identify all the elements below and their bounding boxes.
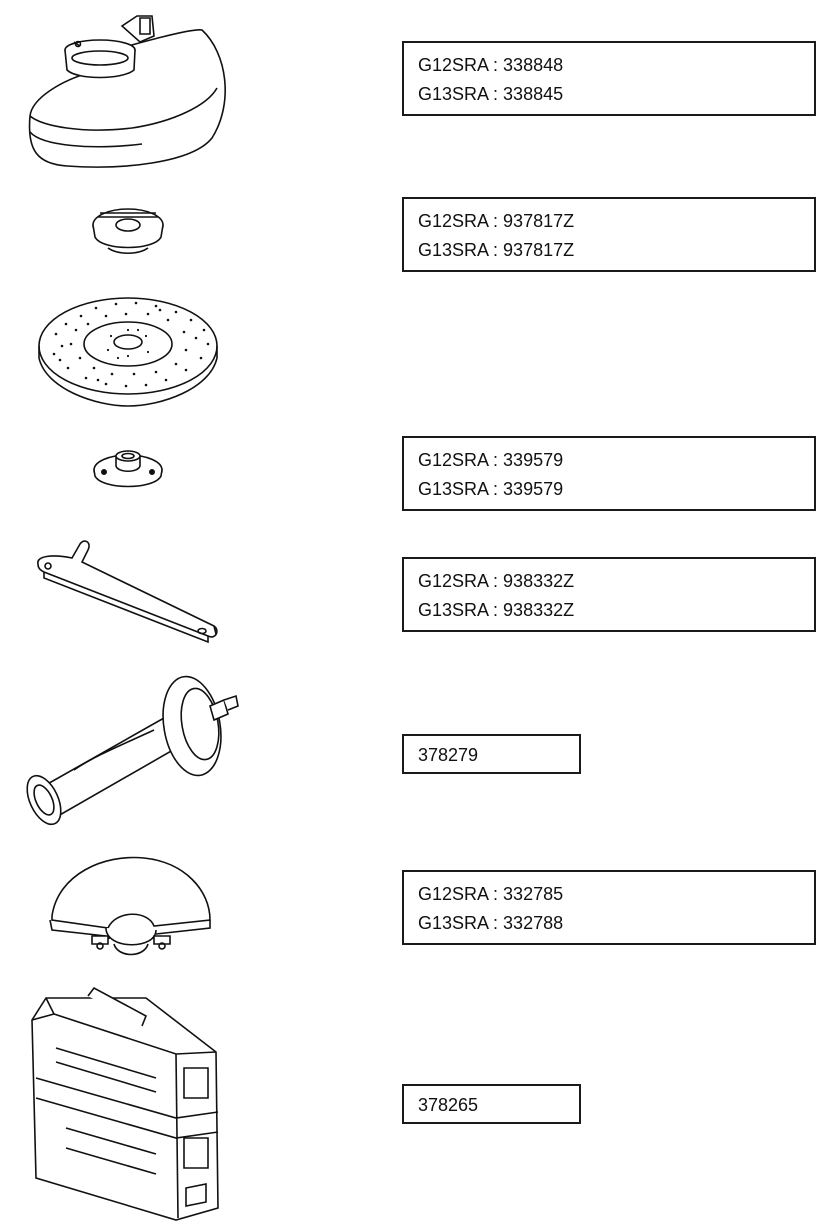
part-number: 378279 — [418, 745, 479, 765]
part-number-g12sra: G12SRA : 338848 — [418, 55, 564, 75]
part-number-box-wheel-guard — [402, 41, 816, 116]
cutting-guard-icon — [44, 854, 216, 968]
wheel-guard-icon — [22, 8, 232, 173]
part-number-g13sra: G13SRA : 937817Z — [418, 240, 575, 260]
part-number-g12sra: G12SRA : 332785 — [418, 884, 564, 904]
lock-nut-icon — [90, 446, 166, 496]
part-number-g12sra: G12SRA : 937817Z — [418, 211, 575, 231]
part-number: 378265 — [418, 1095, 479, 1115]
grinding-wheel-icon — [36, 294, 220, 410]
part-number-g13sra: G13SRA : 338845 — [418, 84, 564, 104]
part-number-g12sra: G12SRA : 938332Z — [418, 571, 575, 591]
part-number-box-side-handle — [402, 734, 581, 774]
part-number-g13sra: G13SRA : 339579 — [418, 479, 564, 499]
part-number-g12sra: G12SRA : 339579 — [418, 450, 564, 470]
part-number-box-wrench — [402, 557, 816, 632]
part-number-g13sra: G13SRA : 938332Z — [418, 600, 575, 620]
wrench-icon — [32, 536, 222, 648]
wheel-washer-icon — [90, 203, 166, 259]
part-number-box-carrying-case — [402, 1084, 581, 1124]
part-number-box-wheel-washer — [402, 197, 816, 272]
side-handle-icon — [14, 674, 240, 834]
part-number-g13sra: G13SRA : 332788 — [418, 913, 564, 933]
part-number-box-cutting-guard — [402, 870, 816, 945]
carrying-case-icon — [26, 988, 226, 1223]
part-number-box-lock-nut — [402, 436, 816, 511]
